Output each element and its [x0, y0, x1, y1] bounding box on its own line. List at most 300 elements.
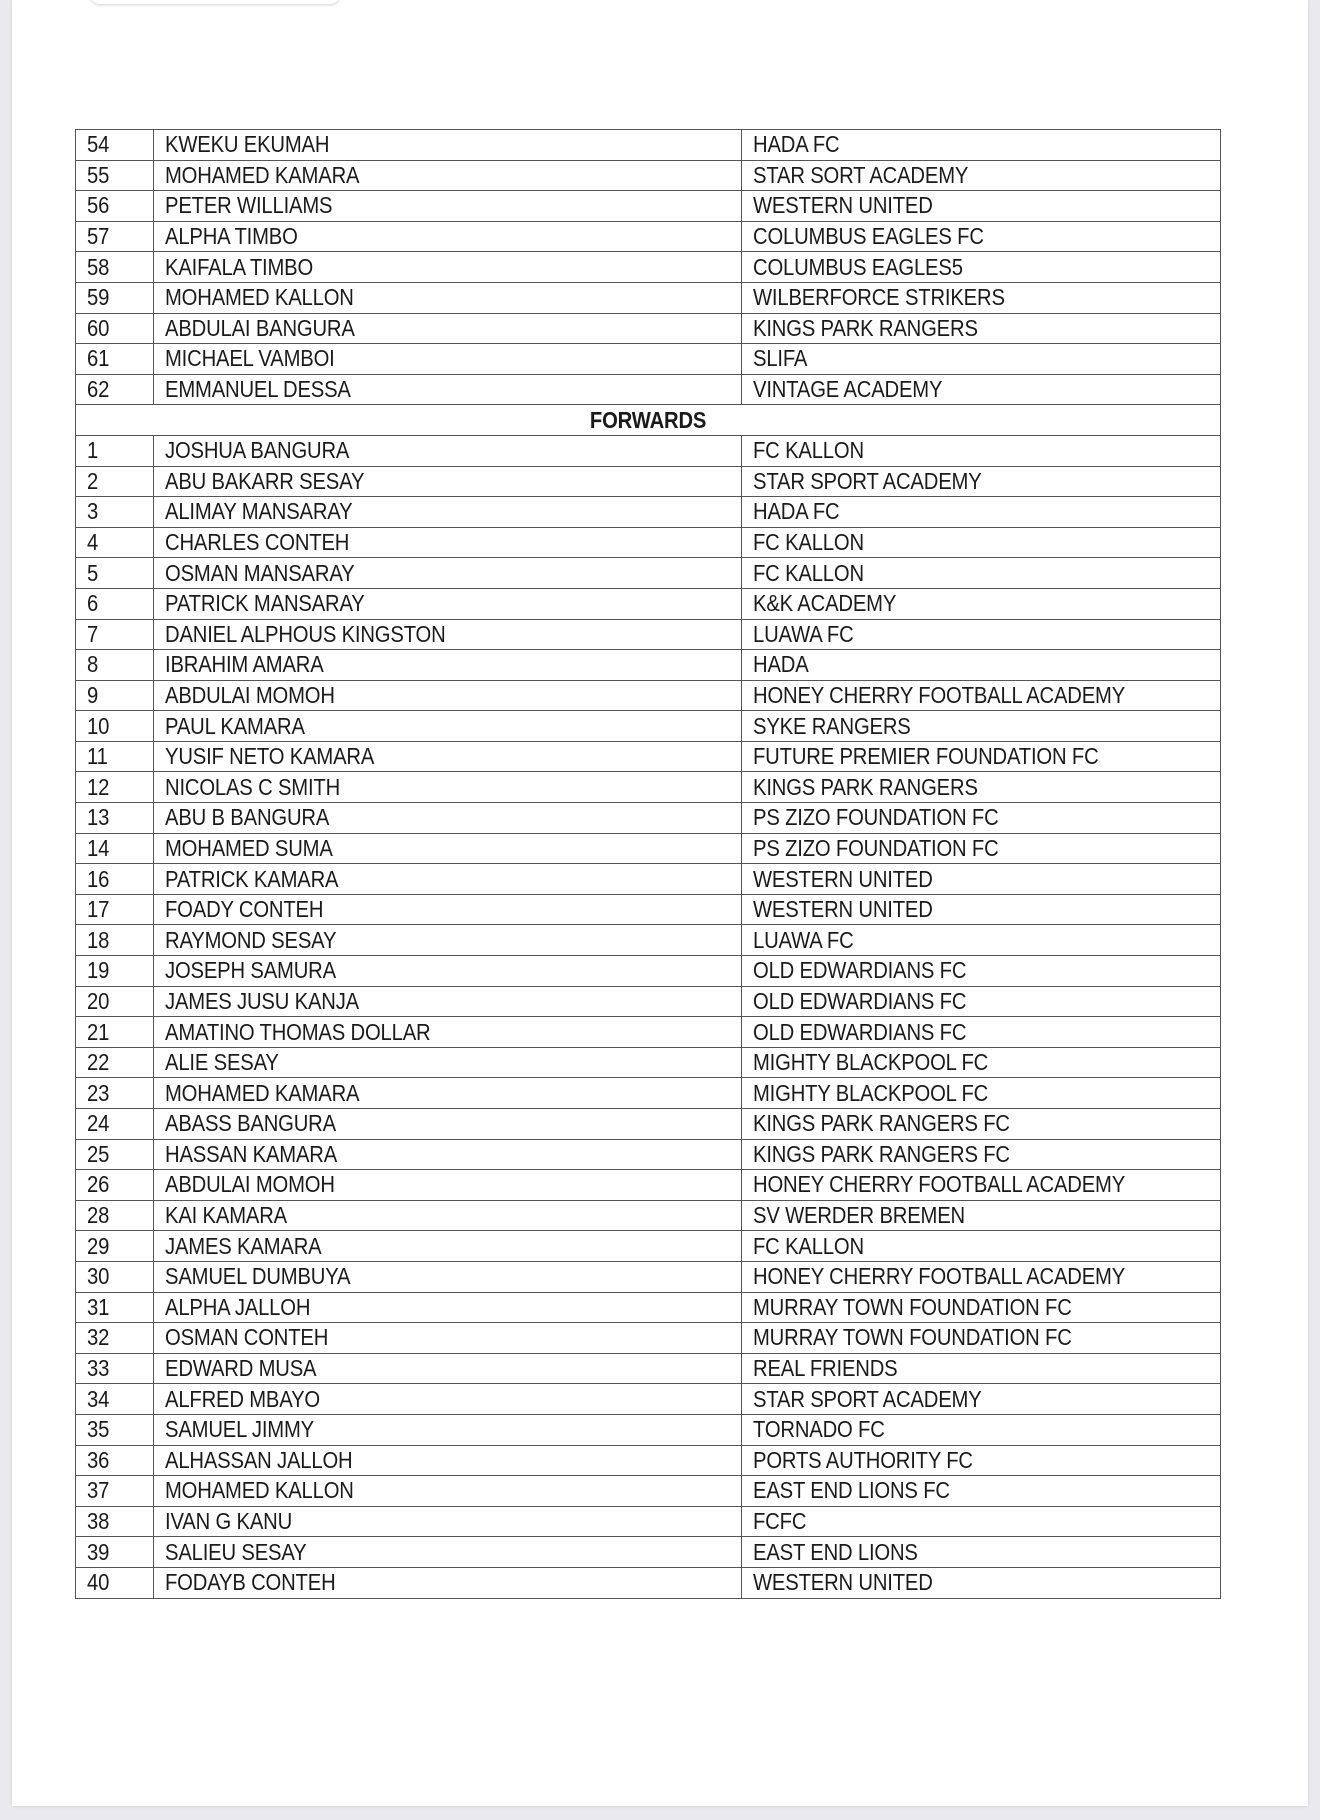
player-number-cell — [76, 772, 154, 803]
player-club-cell — [742, 925, 1221, 956]
player-name-cell — [154, 1139, 742, 1170]
player-name-cell-text: SAMUEL JIMMY — [165, 1416, 314, 1443]
player-number-cell — [76, 925, 154, 956]
player-club-cell-text: HADA FC — [753, 131, 840, 158]
table-row — [76, 1170, 1221, 1201]
player-name-cell — [154, 619, 742, 650]
player-name-cell — [154, 1537, 742, 1568]
table-row — [76, 1506, 1221, 1537]
player-club-cell — [742, 252, 1221, 283]
player-club-cell — [742, 221, 1221, 252]
table-row — [76, 588, 1221, 619]
table-row — [76, 1078, 1221, 1109]
player-name-cell — [154, 1261, 742, 1292]
player-name-cell-text: CHARLES CONTEH — [165, 529, 350, 556]
player-name-cell — [154, 741, 742, 772]
player-name-cell-text: JOSHUA BANGURA — [165, 437, 350, 464]
player-number-cell — [76, 1353, 154, 1384]
player-name-cell-text: ALFRED MBAYO — [165, 1385, 320, 1412]
table-row — [76, 1109, 1221, 1140]
player-number-cell-text: 24 — [87, 1110, 110, 1137]
player-name-cell-text: ABDULAI MOMOH — [165, 1171, 335, 1198]
player-club-cell — [742, 772, 1221, 803]
player-name-cell — [154, 1567, 742, 1598]
player-number-cell — [76, 680, 154, 711]
player-name-cell-text: OSMAN CONTEH — [165, 1324, 329, 1351]
player-club-cell — [742, 497, 1221, 528]
player-number-cell-text: 4 — [87, 529, 99, 556]
player-number-cell — [76, 588, 154, 619]
player-club-cell-text: HONEY CHERRY FOOTBALL ACADEMY — [753, 681, 1126, 708]
player-name-cell — [154, 435, 742, 466]
player-name-cell — [154, 282, 742, 313]
player-name-cell-text: ABDULAI BANGURA — [165, 314, 355, 341]
player-club-cell — [742, 1323, 1221, 1354]
player-club-cell-text: EAST END LIONS — [753, 1538, 918, 1565]
player-number-cell-text: 3 — [87, 498, 99, 525]
player-club-cell — [742, 435, 1221, 466]
player-name-cell-text: PAUL KAMARA — [165, 712, 305, 739]
player-name-cell — [154, 1476, 742, 1507]
player-number-cell — [76, 1537, 154, 1568]
player-club-cell — [742, 1445, 1221, 1476]
table-row — [76, 986, 1221, 1017]
player-number-cell — [76, 1323, 154, 1354]
player-number-cell-text: 34 — [87, 1385, 110, 1412]
table-row — [76, 252, 1221, 283]
player-club-cell-text: PS ZIZO FOUNDATION FC — [753, 834, 999, 861]
player-number-cell-text: 58 — [87, 253, 110, 280]
player-name-cell-text: ALIE SESAY — [165, 1049, 279, 1076]
player-club-cell — [742, 588, 1221, 619]
player-number-cell — [76, 1384, 154, 1415]
player-number-cell-text: 54 — [87, 131, 110, 158]
table-row — [76, 1200, 1221, 1231]
player-club-cell-text: STAR SPORT ACADEMY — [753, 467, 982, 494]
player-club-cell-text: COLUMBUS EAGLES FC — [753, 223, 984, 250]
player-number-cell-text: 17 — [87, 896, 110, 923]
player-name-cell — [154, 558, 742, 589]
player-name-cell — [154, 221, 742, 252]
table-row — [76, 1384, 1221, 1415]
player-name-cell-text: IVAN G KANU — [165, 1508, 293, 1535]
player-name-cell — [154, 344, 742, 375]
player-club-cell — [742, 1476, 1221, 1507]
player-number-cell — [76, 130, 154, 161]
player-club-cell-text: WESTERN UNITED — [753, 896, 933, 923]
player-number-cell — [76, 1170, 154, 1201]
table-row — [76, 558, 1221, 589]
table-row — [76, 956, 1221, 987]
player-club-cell — [742, 344, 1221, 375]
player-name-cell-text: ABASS BANGURA — [165, 1110, 336, 1137]
table-row — [76, 1323, 1221, 1354]
player-number-cell — [76, 1047, 154, 1078]
table-row — [76, 741, 1221, 772]
player-number-cell-text: 21 — [87, 1018, 110, 1045]
table-row — [76, 864, 1221, 895]
player-number-cell-text: 1 — [87, 437, 99, 464]
player-number-cell — [76, 1200, 154, 1231]
player-club-cell-text: HONEY CHERRY FOOTBALL ACADEMY — [753, 1263, 1126, 1290]
player-number-cell — [76, 1261, 154, 1292]
player-club-cell — [742, 680, 1221, 711]
player-club-cell — [742, 374, 1221, 405]
player-club-cell — [742, 1170, 1221, 1201]
player-number-cell — [76, 1017, 154, 1048]
player-club-cell-text: KINGS PARK RANGERS — [753, 314, 978, 341]
player-name-cell — [154, 1353, 742, 1384]
player-club-cell — [742, 191, 1221, 222]
player-number-cell-text: 16 — [87, 865, 110, 892]
player-name-cell-text: JAMES KAMARA — [165, 1232, 322, 1259]
table-row — [76, 803, 1221, 834]
section-header-row — [76, 405, 1221, 436]
player-club-cell-text: WESTERN UNITED — [753, 865, 933, 892]
player-name-cell-text: JOSEPH SAMURA — [165, 957, 336, 984]
player-name-cell — [154, 1200, 742, 1231]
player-name-cell-text: ALHASSAN JALLOH — [165, 1446, 353, 1473]
player-club-cell-text: TORNADO FC — [753, 1416, 885, 1443]
table-row — [76, 1567, 1221, 1598]
player-number-cell — [76, 466, 154, 497]
player-name-cell-text: PETER WILLIAMS — [165, 192, 333, 219]
player-number-cell-text: 59 — [87, 284, 110, 311]
table-row — [76, 1261, 1221, 1292]
player-roster-table — [75, 129, 1221, 1599]
player-name-cell — [154, 374, 742, 405]
table-row — [76, 1537, 1221, 1568]
player-name-cell-text: EMMANUEL DESSA — [165, 376, 351, 403]
player-club-cell — [742, 1353, 1221, 1384]
player-club-cell-text: FUTURE PREMIER FOUNDATION FC — [753, 743, 1099, 770]
table-row — [76, 160, 1221, 191]
player-name-cell — [154, 925, 742, 956]
player-name-cell-text: KAIFALA TIMBO — [165, 253, 314, 280]
player-club-cell-text: KINGS PARK RANGERS FC — [753, 1110, 1010, 1137]
player-number-cell — [76, 191, 154, 222]
player-number-cell — [76, 741, 154, 772]
player-club-cell — [742, 1261, 1221, 1292]
player-club-cell — [742, 711, 1221, 742]
table-row — [76, 191, 1221, 222]
player-number-cell-text: 56 — [87, 192, 110, 219]
player-club-cell — [742, 1200, 1221, 1231]
player-club-cell — [742, 160, 1221, 191]
player-name-cell-text: HASSAN KAMARA — [165, 1140, 338, 1167]
table-row — [76, 221, 1221, 252]
player-number-cell-text: 57 — [87, 223, 110, 250]
player-club-cell-text: KINGS PARK RANGERS FC — [753, 1140, 1010, 1167]
table-row — [76, 1231, 1221, 1262]
player-name-cell-text: DANIEL ALPHOUS KINGSTON — [165, 620, 446, 647]
player-number-cell — [76, 497, 154, 528]
table-row — [76, 374, 1221, 405]
player-club-cell — [742, 956, 1221, 987]
player-name-cell-text: FOADY CONTEH — [165, 896, 324, 923]
player-club-cell — [742, 864, 1221, 895]
player-club-cell-text: K&K ACADEMY — [753, 590, 897, 617]
player-name-cell — [154, 527, 742, 558]
player-club-cell-text: STAR SPORT ACADEMY — [753, 1385, 982, 1412]
section-number-cell — [76, 405, 154, 436]
player-club-cell-text: MIGHTY BLACKPOOL FC — [753, 1049, 989, 1076]
player-club-cell-text: WESTERN UNITED — [753, 192, 933, 219]
player-name-cell — [154, 894, 742, 925]
player-name-cell — [154, 956, 742, 987]
player-club-cell-text: MURRAY TOWN FOUNDATION FC — [753, 1324, 1072, 1351]
player-club-cell — [742, 558, 1221, 589]
table-row — [76, 466, 1221, 497]
player-number-cell — [76, 711, 154, 742]
player-name-cell — [154, 588, 742, 619]
player-name-cell — [154, 1506, 742, 1537]
player-name-cell — [154, 986, 742, 1017]
player-club-cell-text: FC KALLON — [753, 437, 864, 464]
table-row — [76, 344, 1221, 375]
player-club-cell — [742, 1292, 1221, 1323]
player-number-cell-text: 18 — [87, 926, 110, 953]
player-name-cell — [154, 160, 742, 191]
player-name-cell-text: ALIMAY MANSARAY — [165, 498, 353, 525]
player-number-cell — [76, 221, 154, 252]
player-number-cell — [76, 1506, 154, 1537]
table-row — [76, 772, 1221, 803]
player-number-cell — [76, 282, 154, 313]
player-name-cell-text: AMATINO THOMAS DOLLAR — [165, 1018, 431, 1045]
player-name-cell — [154, 313, 742, 344]
player-name-cell-text: ABU BAKARR SESAY — [165, 467, 365, 494]
player-club-cell — [742, 466, 1221, 497]
player-number-cell — [76, 558, 154, 589]
player-name-cell — [154, 497, 742, 528]
player-name-cell-text: JAMES JUSU KANJA — [165, 987, 360, 1014]
player-club-cell-text: PORTS AUTHORITY FC — [753, 1446, 973, 1473]
player-club-cell — [742, 1231, 1221, 1262]
player-club-cell — [742, 1017, 1221, 1048]
player-club-cell-text: SYKE RANGERS — [753, 712, 911, 739]
player-name-cell-text: NICOLAS C SMITH — [165, 773, 341, 800]
player-club-cell-text: FC KALLON — [753, 559, 864, 586]
player-club-cell-text: SV WERDER BREMEN — [753, 1202, 965, 1229]
player-club-cell — [742, 1506, 1221, 1537]
player-club-cell-text: MURRAY TOWN FOUNDATION FC — [753, 1293, 1072, 1320]
table-row — [76, 527, 1221, 558]
player-number-cell-text: 30 — [87, 1263, 110, 1290]
player-number-cell-text: 14 — [87, 834, 110, 861]
player-number-cell — [76, 986, 154, 1017]
player-number-cell-text: 9 — [87, 681, 99, 708]
player-club-cell-text: OLD EDWARDIANS FC — [753, 957, 967, 984]
player-name-cell — [154, 1414, 742, 1445]
player-club-cell — [742, 1047, 1221, 1078]
section-title-forwards — [154, 405, 1221, 436]
player-number-cell-text: 22 — [87, 1049, 110, 1076]
player-number-cell-text: 26 — [87, 1171, 110, 1198]
player-number-cell — [76, 527, 154, 558]
player-name-cell — [154, 1231, 742, 1262]
player-club-cell-text: PS ZIZO FOUNDATION FC — [753, 804, 999, 831]
player-club-cell-text: FC KALLON — [753, 529, 864, 556]
player-name-cell-text: YUSIF NETO KAMARA — [165, 743, 375, 770]
player-name-cell-text: ABDULAI MOMOH — [165, 681, 335, 708]
player-club-cell — [742, 619, 1221, 650]
player-number-cell-text: 60 — [87, 314, 110, 341]
player-number-cell — [76, 313, 154, 344]
player-club-cell-text: HONEY CHERRY FOOTBALL ACADEMY — [753, 1171, 1126, 1198]
player-name-cell-text: OSMAN MANSARAY — [165, 559, 355, 586]
player-club-cell — [742, 1139, 1221, 1170]
player-club-cell — [742, 803, 1221, 834]
player-name-cell-text: FODAYB CONTEH — [165, 1569, 336, 1596]
player-number-cell-text: 35 — [87, 1416, 110, 1443]
player-name-cell-text: ALPHA TIMBO — [165, 223, 298, 250]
player-name-cell — [154, 191, 742, 222]
player-name-cell — [154, 252, 742, 283]
table-row — [76, 680, 1221, 711]
table-row — [76, 1414, 1221, 1445]
player-number-cell-text: 29 — [87, 1232, 110, 1259]
player-club-cell-text: REAL FRIENDS — [753, 1355, 898, 1382]
player-club-cell — [742, 282, 1221, 313]
player-number-cell-text: 25 — [87, 1140, 110, 1167]
player-club-cell-text: FCFC — [753, 1508, 807, 1535]
player-number-cell-text: 31 — [87, 1293, 110, 1320]
table-row — [76, 650, 1221, 681]
player-club-cell — [742, 894, 1221, 925]
player-name-cell — [154, 772, 742, 803]
player-number-cell — [76, 1109, 154, 1140]
table-row — [76, 282, 1221, 313]
player-number-cell-text: 6 — [87, 590, 99, 617]
player-name-cell — [154, 803, 742, 834]
table-row — [76, 1017, 1221, 1048]
player-name-cell-text: SAMUEL DUMBUYA — [165, 1263, 351, 1290]
player-number-cell-text: 8 — [87, 651, 99, 678]
player-name-cell — [154, 130, 742, 161]
player-club-cell-text: WESTERN UNITED — [753, 1569, 933, 1596]
player-number-cell-text: 38 — [87, 1508, 110, 1535]
player-club-cell-text: KINGS PARK RANGERS — [753, 773, 978, 800]
player-name-cell-text: MOHAMED KAMARA — [165, 161, 360, 188]
player-name-cell — [154, 1017, 742, 1048]
player-number-cell-text: 33 — [87, 1355, 110, 1382]
table-row — [76, 313, 1221, 344]
player-club-cell-text: SLIFA — [753, 345, 808, 372]
player-club-cell — [742, 833, 1221, 864]
player-club-cell — [742, 130, 1221, 161]
player-name-cell-text: KWEKU EKUMAH — [165, 131, 330, 158]
player-name-cell-text: PATRICK MANSARAY — [165, 590, 365, 617]
player-name-cell — [154, 1292, 742, 1323]
player-number-cell-text: 61 — [87, 345, 110, 372]
player-name-cell-text: KAI KAMARA — [165, 1202, 287, 1229]
player-club-cell — [742, 1537, 1221, 1568]
player-number-cell — [76, 1292, 154, 1323]
player-number-cell — [76, 894, 154, 925]
player-number-cell-text: 37 — [87, 1477, 110, 1504]
player-club-cell-text: HADA FC — [753, 498, 840, 525]
player-name-cell-text: MOHAMED KALLON — [165, 1477, 354, 1504]
player-number-cell — [76, 435, 154, 466]
player-number-cell — [76, 864, 154, 895]
table-row — [76, 1047, 1221, 1078]
player-number-cell-text: 40 — [87, 1569, 110, 1596]
table-row — [76, 833, 1221, 864]
player-number-cell — [76, 803, 154, 834]
player-number-cell-text: 10 — [87, 712, 110, 739]
player-number-cell — [76, 374, 154, 405]
player-number-cell-text: 32 — [87, 1324, 110, 1351]
player-name-cell-text: MOHAMED KAMARA — [165, 1079, 360, 1106]
roster-body — [76, 130, 1221, 1599]
player-name-cell — [154, 1170, 742, 1201]
player-number-cell-text: 39 — [87, 1538, 110, 1565]
section-title-forwards-text: FORWARDS — [589, 406, 706, 433]
player-club-cell — [742, 650, 1221, 681]
player-number-cell-text: 55 — [87, 161, 110, 188]
previous-page-edge — [90, 0, 340, 4]
player-number-cell — [76, 1139, 154, 1170]
player-number-cell — [76, 160, 154, 191]
player-number-cell-text: 5 — [87, 559, 99, 586]
player-club-cell — [742, 986, 1221, 1017]
table-row — [76, 497, 1221, 528]
player-number-cell-text: 11 — [87, 743, 108, 770]
player-name-cell — [154, 650, 742, 681]
player-number-cell — [76, 619, 154, 650]
player-club-cell — [742, 741, 1221, 772]
player-name-cell — [154, 680, 742, 711]
player-club-cell-text: EAST END LIONS FC — [753, 1477, 950, 1504]
player-club-cell-text: HADA — [753, 651, 809, 678]
table-row — [76, 1139, 1221, 1170]
player-name-cell — [154, 864, 742, 895]
player-name-cell — [154, 1445, 742, 1476]
player-number-cell — [76, 1567, 154, 1598]
player-number-cell-text: 19 — [87, 957, 110, 984]
player-club-cell-text: LUAWA FC — [753, 926, 854, 953]
player-name-cell — [154, 1047, 742, 1078]
player-club-cell-text: FC KALLON — [753, 1232, 864, 1259]
player-club-cell — [742, 1567, 1221, 1598]
table-row — [76, 925, 1221, 956]
player-club-cell-text: WILBERFORCE STRIKERS — [753, 284, 1005, 311]
player-name-cell-text: MICHAEL VAMBOI — [165, 345, 335, 372]
player-name-cell-text: ABU B BANGURA — [165, 804, 330, 831]
table-row — [76, 435, 1221, 466]
table-row — [76, 894, 1221, 925]
player-club-cell-text: VINTAGE ACADEMY — [753, 376, 943, 403]
table-row — [76, 130, 1221, 161]
player-name-cell — [154, 466, 742, 497]
player-club-cell-text: MIGHTY BLACKPOOL FC — [753, 1079, 989, 1106]
player-name-cell-text: ALPHA JALLOH — [165, 1293, 311, 1320]
table-row — [76, 711, 1221, 742]
player-name-cell — [154, 1109, 742, 1140]
player-number-cell — [76, 650, 154, 681]
player-number-cell — [76, 1231, 154, 1262]
table-row — [76, 1292, 1221, 1323]
player-number-cell — [76, 1414, 154, 1445]
player-number-cell-text: 7 — [87, 620, 99, 647]
player-number-cell-text: 2 — [87, 467, 99, 494]
player-name-cell-text: PATRICK KAMARA — [165, 865, 339, 892]
player-club-cell — [742, 1384, 1221, 1415]
player-name-cell — [154, 1384, 742, 1415]
table-row — [76, 1476, 1221, 1507]
player-number-cell — [76, 833, 154, 864]
